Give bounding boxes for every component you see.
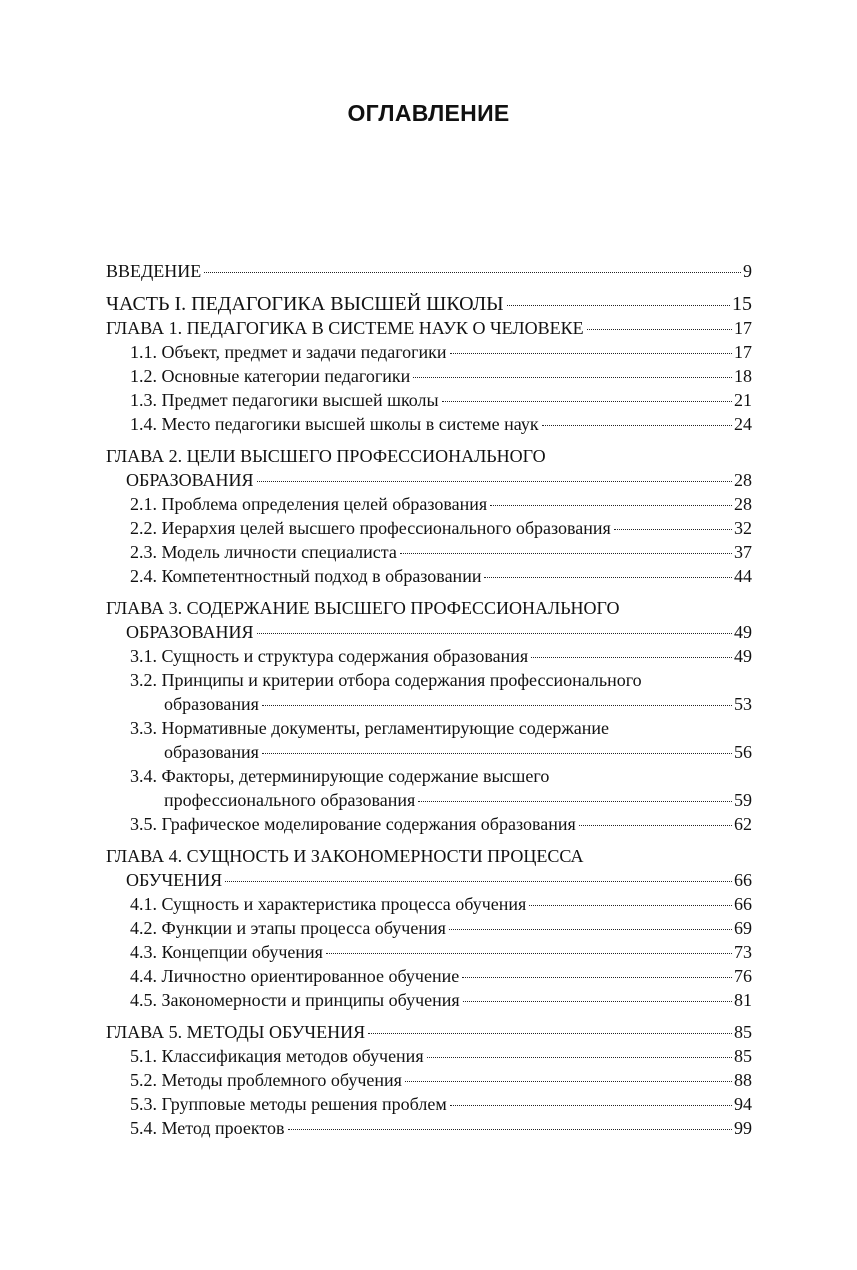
toc-page-number: 37 xyxy=(734,542,752,562)
dot-leader xyxy=(418,801,732,802)
dot-leader xyxy=(529,905,732,906)
page-title: ОГЛАВЛЕНИЕ xyxy=(347,100,510,126)
toc-entry-section[interactable] xyxy=(106,364,752,388)
toc-page-number: 28 xyxy=(734,494,752,514)
toc-entry-section[interactable] xyxy=(106,1068,752,1092)
dot-leader xyxy=(450,353,732,354)
dot-leader xyxy=(579,825,732,826)
toc-entry-section[interactable] xyxy=(106,940,752,964)
toc-page-number: 17 xyxy=(734,342,752,362)
toc-entry-intro[interactable] xyxy=(106,259,752,283)
toc-entry-label: 2.3. Модель личности специалиста xyxy=(130,542,397,562)
toc-entry-label: 4.2. Функции и этапы процесса обучения xyxy=(130,918,446,938)
dot-leader xyxy=(463,1001,732,1002)
toc-page-number: 56 xyxy=(734,742,752,762)
dot-leader xyxy=(257,633,733,634)
toc-page-number: 85 xyxy=(734,1022,752,1042)
toc-entry-section[interactable] xyxy=(106,340,752,364)
toc-page-number: 18 xyxy=(734,366,752,386)
toc-page-number: 9 xyxy=(743,261,752,281)
toc-entry-section[interactable] xyxy=(106,1092,752,1116)
toc-entry-section[interactable] xyxy=(106,988,752,1012)
toc-entry-section[interactable] xyxy=(106,788,752,812)
dot-leader xyxy=(484,577,732,578)
toc-entry-section[interactable] xyxy=(106,388,752,412)
toc-section-title-line[interactable]: 3.2. Принципы и критерии отбора содержания профессионального xyxy=(130,670,642,690)
toc-page-number: 81 xyxy=(734,990,752,1010)
dot-leader xyxy=(507,305,730,306)
toc-page-number: 28 xyxy=(734,470,752,490)
toc-entry-section[interactable] xyxy=(106,516,752,540)
dot-leader xyxy=(531,657,732,658)
toc-entry-label: 1.3. Предмет педагогики высшей школы xyxy=(130,390,439,410)
toc-entry-chapter-1[interactable] xyxy=(106,316,752,340)
toc-chapter-2-title-line[interactable]: ГЛАВА 2. ЦЕЛИ ВЫСШЕГО ПРОФЕССИОНАЛЬНОГО xyxy=(106,446,546,466)
dot-leader xyxy=(427,1057,732,1058)
toc-page-number: 53 xyxy=(734,694,752,714)
toc-entry-section[interactable] xyxy=(106,540,752,564)
toc-entry-section[interactable] xyxy=(106,892,752,916)
toc-entry-label: 1.2. Основные категории педагогики xyxy=(130,366,411,386)
toc-page-number: 69 xyxy=(734,918,752,938)
toc-entry-part-1[interactable] xyxy=(106,292,752,316)
table-of-contents xyxy=(106,259,752,1140)
toc-entry-section[interactable] xyxy=(106,692,752,716)
dot-leader xyxy=(587,329,732,330)
dot-leader xyxy=(288,1129,732,1130)
dot-leader xyxy=(368,1033,732,1034)
toc-entry-label: 3.5. Графическое моделирование содержания образования xyxy=(130,814,576,834)
toc-entry-label: 5.3. Групповые методы решения проблем xyxy=(130,1094,447,1114)
toc-entry-label: 4.5. Закономерности и принципы обучения xyxy=(130,990,460,1010)
toc-page-number: 66 xyxy=(734,894,752,914)
toc-entry-section[interactable] xyxy=(106,492,752,516)
toc-entry-label: ГЛАВА 1. ПЕДАГОГИКА В СИСТЕМЕ НАУК О ЧЕЛОВЕКЕ xyxy=(106,318,584,338)
toc-entry-label: профессионального образования xyxy=(164,790,416,810)
toc-entry-section[interactable] xyxy=(106,964,752,988)
toc-chapter-3-title-line[interactable]: ГЛАВА 3. СОДЕРЖАНИЕ ВЫСШЕГО ПРОФЕССИОНАЛЬНОГО xyxy=(106,598,620,618)
toc-entry-label: 4.3. Концепции обучения xyxy=(130,942,323,962)
toc-entry-label: ОБРАЗОВАНИЯ xyxy=(126,622,254,642)
toc-entry-label: ВВЕДЕНИЕ xyxy=(106,261,202,281)
toc-page-number: 17 xyxy=(734,318,752,338)
toc-entry-chapter-5[interactable] xyxy=(106,1020,752,1044)
toc-page-number: 15 xyxy=(732,293,752,315)
toc-page-number: 62 xyxy=(734,814,752,834)
dot-leader xyxy=(542,425,732,426)
dot-leader xyxy=(204,272,741,273)
toc-entry-label: 5.4. Метод проектов xyxy=(130,1118,285,1138)
toc-entry-label: 5.1. Классификация методов обучения xyxy=(130,1046,424,1066)
dot-leader xyxy=(614,529,732,530)
toc-entry-section[interactable] xyxy=(106,916,752,940)
toc-entry-label: 4.1. Сущность и характеристика процесса обучения xyxy=(130,894,527,914)
toc-page-number: 85 xyxy=(734,1046,752,1066)
toc-entry-label: 2.4. Компетентностный подход в образовании xyxy=(130,566,482,586)
dot-leader xyxy=(442,401,732,402)
toc-entry-section[interactable] xyxy=(106,812,752,836)
toc-entry-section[interactable] xyxy=(106,740,752,764)
toc-page-number: 24 xyxy=(734,414,752,434)
toc-entry-label: 2.1. Проблема определения целей образования xyxy=(130,494,488,514)
dot-leader xyxy=(262,705,732,706)
dot-leader xyxy=(449,929,732,930)
dot-leader xyxy=(490,505,732,506)
toc-page-number: 49 xyxy=(734,646,752,666)
dot-leader xyxy=(326,953,732,954)
toc-page-number: 32 xyxy=(734,518,752,538)
toc-page-number: 59 xyxy=(734,790,752,810)
toc-entry-section[interactable] xyxy=(106,644,752,668)
toc-entry-label: 4.4. Личностно ориентированное обучение xyxy=(130,966,460,986)
toc-page-number: 49 xyxy=(734,622,752,642)
toc-page-number: 21 xyxy=(734,390,752,410)
toc-entry-label: образования xyxy=(164,694,259,714)
dot-leader xyxy=(262,753,732,754)
toc-page-number: 44 xyxy=(734,566,752,586)
toc-entry-label: 3.1. Сущность и структура содержания образования xyxy=(130,646,529,666)
toc-entry-section[interactable] xyxy=(106,1116,752,1140)
toc-entry-section[interactable] xyxy=(106,412,752,436)
toc-chapter-4-title-line[interactable]: ГЛАВА 4. СУЩНОСТЬ И ЗАКОНОМЕРНОСТИ ПРОЦЕССА xyxy=(106,846,584,866)
toc-entry-chapter-3[interactable] xyxy=(106,620,752,644)
toc-entry-label: ГЛАВА 5. МЕТОДЫ ОБУЧЕНИЯ xyxy=(106,1022,366,1042)
toc-entry-label: образования xyxy=(164,742,259,762)
toc-page-number: 94 xyxy=(734,1094,752,1114)
toc-entry-label: 1.1. Объект, предмет и задачи педагогики xyxy=(130,342,447,362)
dot-leader xyxy=(400,553,732,554)
toc-page-number: 66 xyxy=(734,870,752,890)
toc-entry-label: ОБРАЗОВАНИЯ xyxy=(126,470,254,490)
dot-leader xyxy=(462,977,732,978)
dot-leader xyxy=(225,881,732,882)
toc-page-number: 76 xyxy=(734,966,752,986)
dot-leader xyxy=(450,1105,732,1106)
dot-leader xyxy=(413,377,732,378)
toc-entry-section[interactable] xyxy=(106,1044,752,1068)
toc-entry-section[interactable] xyxy=(106,564,752,588)
dot-leader xyxy=(405,1081,732,1082)
toc-entry-label: ЧАСТЬ I. ПЕДАГОГИКА ВЫСШЕЙ ШКОЛЫ xyxy=(106,293,504,315)
toc-section-title-line[interactable]: 3.4. Факторы, детерминирующие содержание высшего xyxy=(130,766,550,786)
dot-leader xyxy=(257,481,733,482)
toc-entry-label: ОБУЧЕНИЯ xyxy=(126,870,223,890)
toc-entry-label: 5.2. Методы проблемного обучения xyxy=(130,1070,402,1090)
toc-entry-label: 1.4. Место педагогики высшей школы в системе наук xyxy=(130,414,539,434)
toc-section-title-line[interactable]: 3.3. Нормативные документы, регламентирующие содержание xyxy=(130,718,610,738)
toc-page-number: 73 xyxy=(734,942,752,962)
toc-page-number: 88 xyxy=(734,1070,752,1090)
toc-entry-chapter-2[interactable] xyxy=(106,468,752,492)
toc-page-number: 99 xyxy=(734,1118,752,1138)
toc-entry-label: 2.2. Иерархия целей высшего профессионального образования xyxy=(130,518,611,538)
toc-entry-chapter-4[interactable] xyxy=(106,868,752,892)
